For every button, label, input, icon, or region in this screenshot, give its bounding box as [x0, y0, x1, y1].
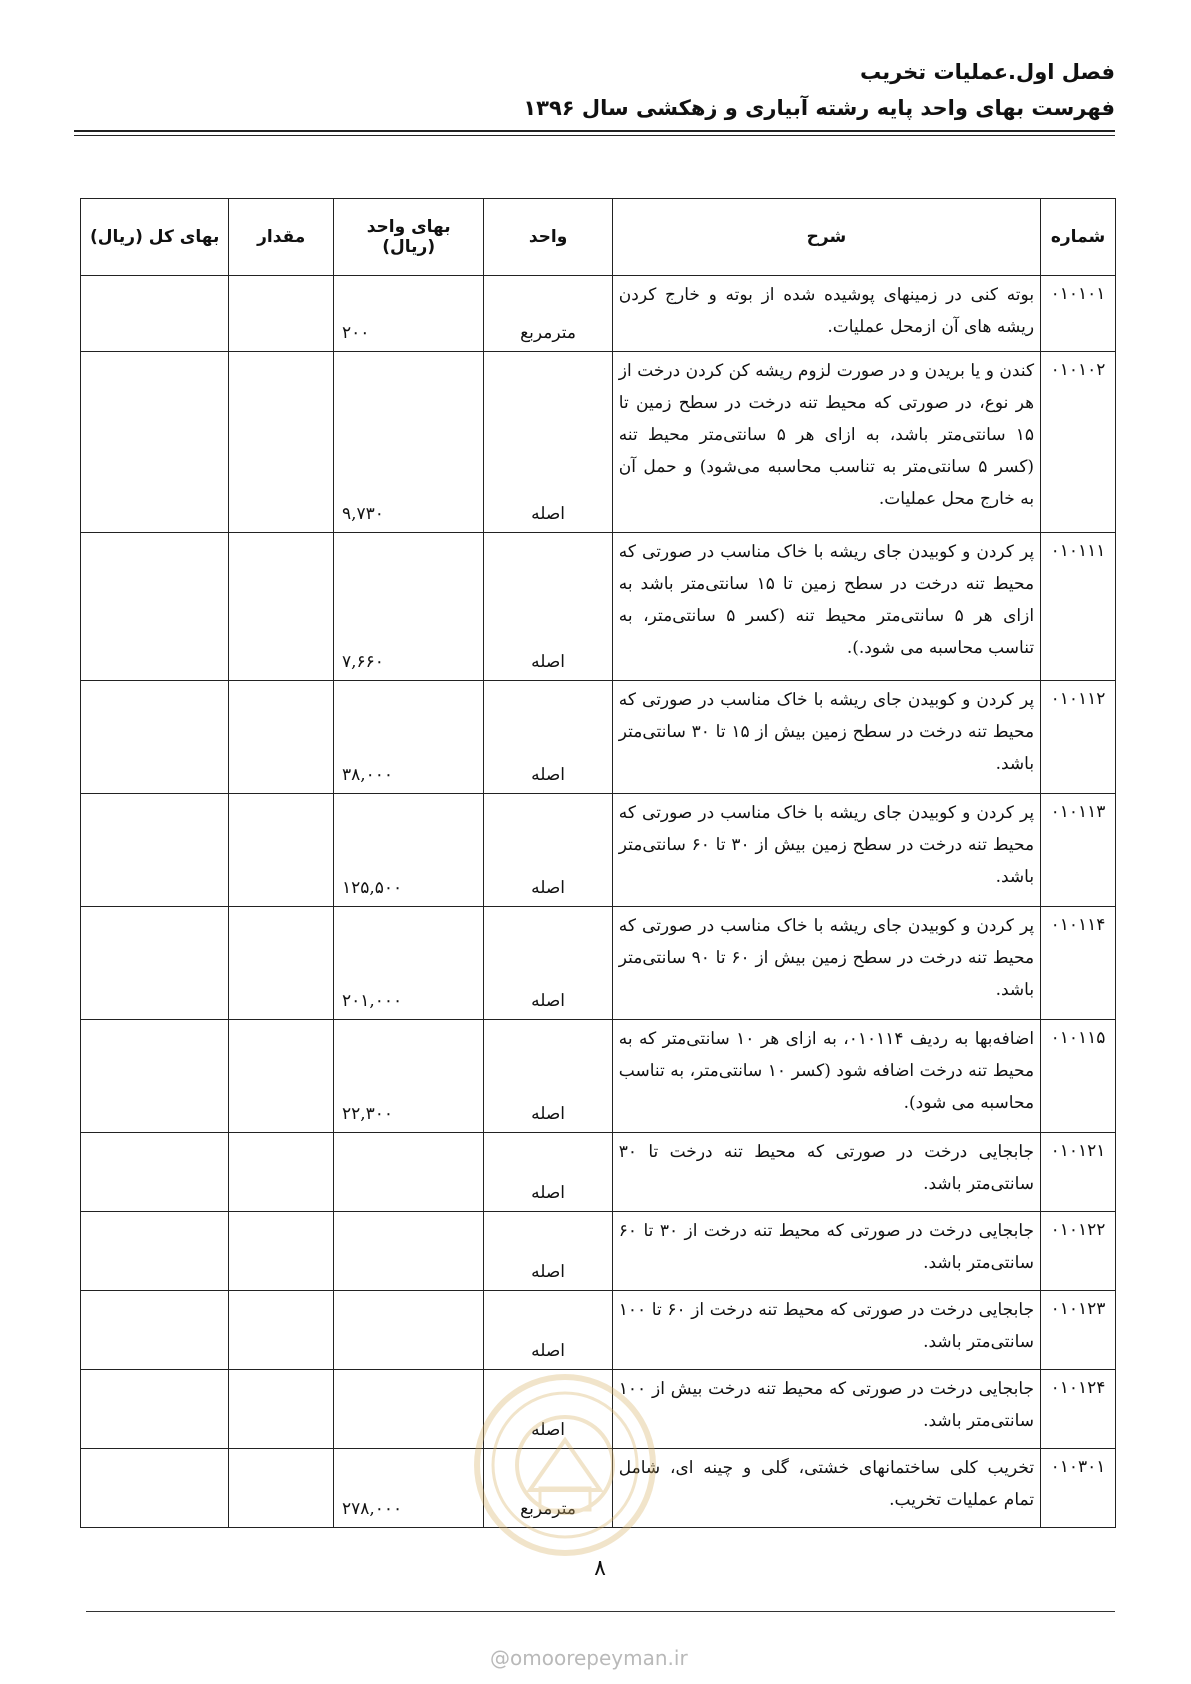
watermark-url: @omoorepeyman.ir: [490, 1646, 688, 1670]
row-quantity: [229, 1449, 334, 1528]
row-code: ۰۱۰۱۲۲: [1041, 1212, 1116, 1291]
row-unit-price: [334, 1212, 484, 1291]
row-unit-price: ۲۷۸,۰۰۰: [334, 1449, 484, 1528]
table-row: [81, 907, 1116, 1020]
chapter-title: فصل اول.عملیات تخریب: [859, 60, 1115, 84]
row-unit: اصله: [484, 1212, 612, 1291]
column-header-unit-price: بهای واحد (ریال): [334, 199, 484, 276]
row-unit-price: ۳۸,۰۰۰: [334, 681, 484, 794]
column-header-description: شرح: [612, 199, 1040, 276]
row-description: جابجایی درخت در صورتی که محیط تنه درخت بیش از ۱۰۰ سانتی‌متر باشد.: [612, 1370, 1040, 1449]
row-quantity: [229, 276, 334, 352]
row-quantity: [229, 1020, 334, 1133]
row-unit-price: ۷,۶۶۰: [334, 533, 484, 681]
row-unit: اصله: [484, 1291, 612, 1370]
row-unit-price: [334, 1133, 484, 1212]
row-quantity: [229, 681, 334, 794]
header-divider: [74, 130, 1115, 132]
row-unit-price: [334, 1370, 484, 1449]
table-row: [81, 794, 1116, 907]
row-code: ۰۱۰۱۲۴: [1041, 1370, 1116, 1449]
row-description: تخریب کلی ساختمانهای خشتی، گلی و چینه ای، شامل تمام عملیات تخریب.: [612, 1449, 1040, 1528]
row-description: اضافه‌بها به ردیف ۰۱۰۱۱۴، به ازای هر ۱۰ سانتی‌متر که به محیط تنه درخت اضافه شود (کسر ۱۰ سانتی‌متر، به تناسب محاسبه می شود).: [612, 1020, 1040, 1133]
row-code: ۰۱۰۱۱۲: [1041, 681, 1116, 794]
row-total-price: [81, 1212, 229, 1291]
price-list-table: [80, 198, 1116, 1528]
row-code: ۰۱۰۱۲۳: [1041, 1291, 1116, 1370]
table-row: [81, 352, 1116, 533]
row-total-price: [81, 1291, 229, 1370]
row-code: ۰۱۰۱۰۲: [1041, 352, 1116, 533]
row-quantity: [229, 1291, 334, 1370]
row-unit-price: ۲۲,۳۰۰: [334, 1020, 484, 1133]
table-row: [81, 1020, 1116, 1133]
row-quantity: [229, 1133, 334, 1212]
row-total-price: [81, 681, 229, 794]
row-unit: اصله: [484, 907, 612, 1020]
row-code: ۰۱۰۱۲۱: [1041, 1133, 1116, 1212]
row-quantity: [229, 533, 334, 681]
row-quantity: [229, 1370, 334, 1449]
table-row: [81, 681, 1116, 794]
row-description: جابجایی درخت در صورتی که محیط تنه درخت از ۶۰ تا ۱۰۰ سانتی‌متر باشد.: [612, 1291, 1040, 1370]
row-description: بوته کنی در زمینهای پوشیده شده از بوته و خارج کردن ریشه های آن ازمحل عملیات.: [612, 276, 1040, 352]
row-code: ۰۱۰۳۰۱: [1041, 1449, 1116, 1528]
row-code: ۰۱۰۱۱۱: [1041, 533, 1116, 681]
row-quantity: [229, 1212, 334, 1291]
row-description: جابجایی درخت در صورتی که محیط تنه درخت از ۳۰ تا ۶۰ سانتی‌متر باشد.: [612, 1212, 1040, 1291]
column-header-quantity: مقدار: [229, 199, 334, 276]
row-quantity: [229, 794, 334, 907]
row-description: کندن و یا بریدن و در صورت لزوم ریشه کن کردن درخت از هر نوع، در صورتی که محیط تنه درخت در سطح زمین تا ۱۵ سانتی‌متر باشد، به ازای هر ۵ سانتی‌متر محیط تنه (کسر ۵ سانتی‌متر به تناسب محاسبه می‌شود) و حمل آن به خارج محل عملیات.: [612, 352, 1040, 533]
footer-divider: [86, 1611, 1115, 1612]
row-description: پر کردن و کوبیدن جای ریشه با خاک مناسب در صورتی که محیط تنه درخت در سطح زمین بیش از ۱۵ تا ۳۰ سانتی‌متر باشد.: [612, 681, 1040, 794]
row-code: ۰۱۰۱۱۳: [1041, 794, 1116, 907]
row-unit-price: ۲۰۰: [334, 276, 484, 352]
row-total-price: [81, 1133, 229, 1212]
row-description: پر کردن و کوبیدن جای ریشه با خاک مناسب در صورتی که محیط تنه درخت در سطح زمین بیش از ۳۰ تا ۶۰ سانتی‌متر باشد.: [612, 794, 1040, 907]
row-total-price: [81, 907, 229, 1020]
page-number: ۸: [594, 1556, 606, 1581]
row-unit: اصله: [484, 681, 612, 794]
row-description: پر کردن و کوبیدن جای ریشه با خاک مناسب در صورتی که محیط تنه درخت در سطح زمین بیش از ۶۰ تا ۹۰ سانتی‌متر باشد.: [612, 907, 1040, 1020]
row-code: ۰۱۰۱۱۴: [1041, 907, 1116, 1020]
row-total-price: [81, 1370, 229, 1449]
document-subtitle: فهرست بهای واحد پایه رشته آبیاری و زهکشی سال ۱۳۹۶: [523, 96, 1115, 120]
row-unit-price: ۹,۷۳۰: [334, 352, 484, 533]
column-header-unit: واحد: [484, 199, 612, 276]
table-row: [81, 533, 1116, 681]
row-unit: مترمربع: [484, 1449, 612, 1528]
seal-watermark-icon: [470, 1370, 660, 1560]
row-code: ۰۱۰۱۱۵: [1041, 1020, 1116, 1133]
row-total-price: [81, 352, 229, 533]
row-description: پر کردن و کوبیدن جای ریشه با خاک مناسب در صورتی که محیط تنه درخت در سطح زمین تا ۱۵ سانتی‌متر باشد به ازای هر ۵ سانتی‌متر محیط تنه (کسر ۵ سانتی‌متر، به تناسب محاسبه می شود.).: [612, 533, 1040, 681]
row-total-price: [81, 794, 229, 907]
row-code: ۰۱۰۱۰۱: [1041, 276, 1116, 352]
table-header-row: [81, 199, 1116, 276]
table-row: [81, 1212, 1116, 1291]
row-unit: اصله: [484, 1133, 612, 1212]
row-unit: اصله: [484, 1020, 612, 1133]
row-total-price: [81, 276, 229, 352]
table-row: [81, 1133, 1116, 1212]
row-unit: مترمربع: [484, 276, 612, 352]
header-divider-thin: [74, 135, 1115, 136]
row-unit-price: ۱۲۵,۵۰۰: [334, 794, 484, 907]
table-row: [81, 1291, 1116, 1370]
row-unit: اصله: [484, 794, 612, 907]
row-unit-price: [334, 1291, 484, 1370]
row-quantity: [229, 907, 334, 1020]
row-total-price: [81, 1449, 229, 1528]
row-description: جابجایی درخت در صورتی که محیط تنه درخت تا ۳۰ سانتی‌متر باشد.: [612, 1133, 1040, 1212]
row-unit-price: ۲۰۱,۰۰۰: [334, 907, 484, 1020]
column-header-code: شماره: [1041, 199, 1116, 276]
column-header-total-price: بهای کل (ریال): [81, 199, 229, 276]
row-total-price: [81, 533, 229, 681]
row-unit: اصله: [484, 533, 612, 681]
row-unit: اصله: [484, 1370, 612, 1449]
row-unit: اصله: [484, 352, 612, 533]
table-row: [81, 276, 1116, 352]
row-quantity: [229, 352, 334, 533]
row-total-price: [81, 1020, 229, 1133]
